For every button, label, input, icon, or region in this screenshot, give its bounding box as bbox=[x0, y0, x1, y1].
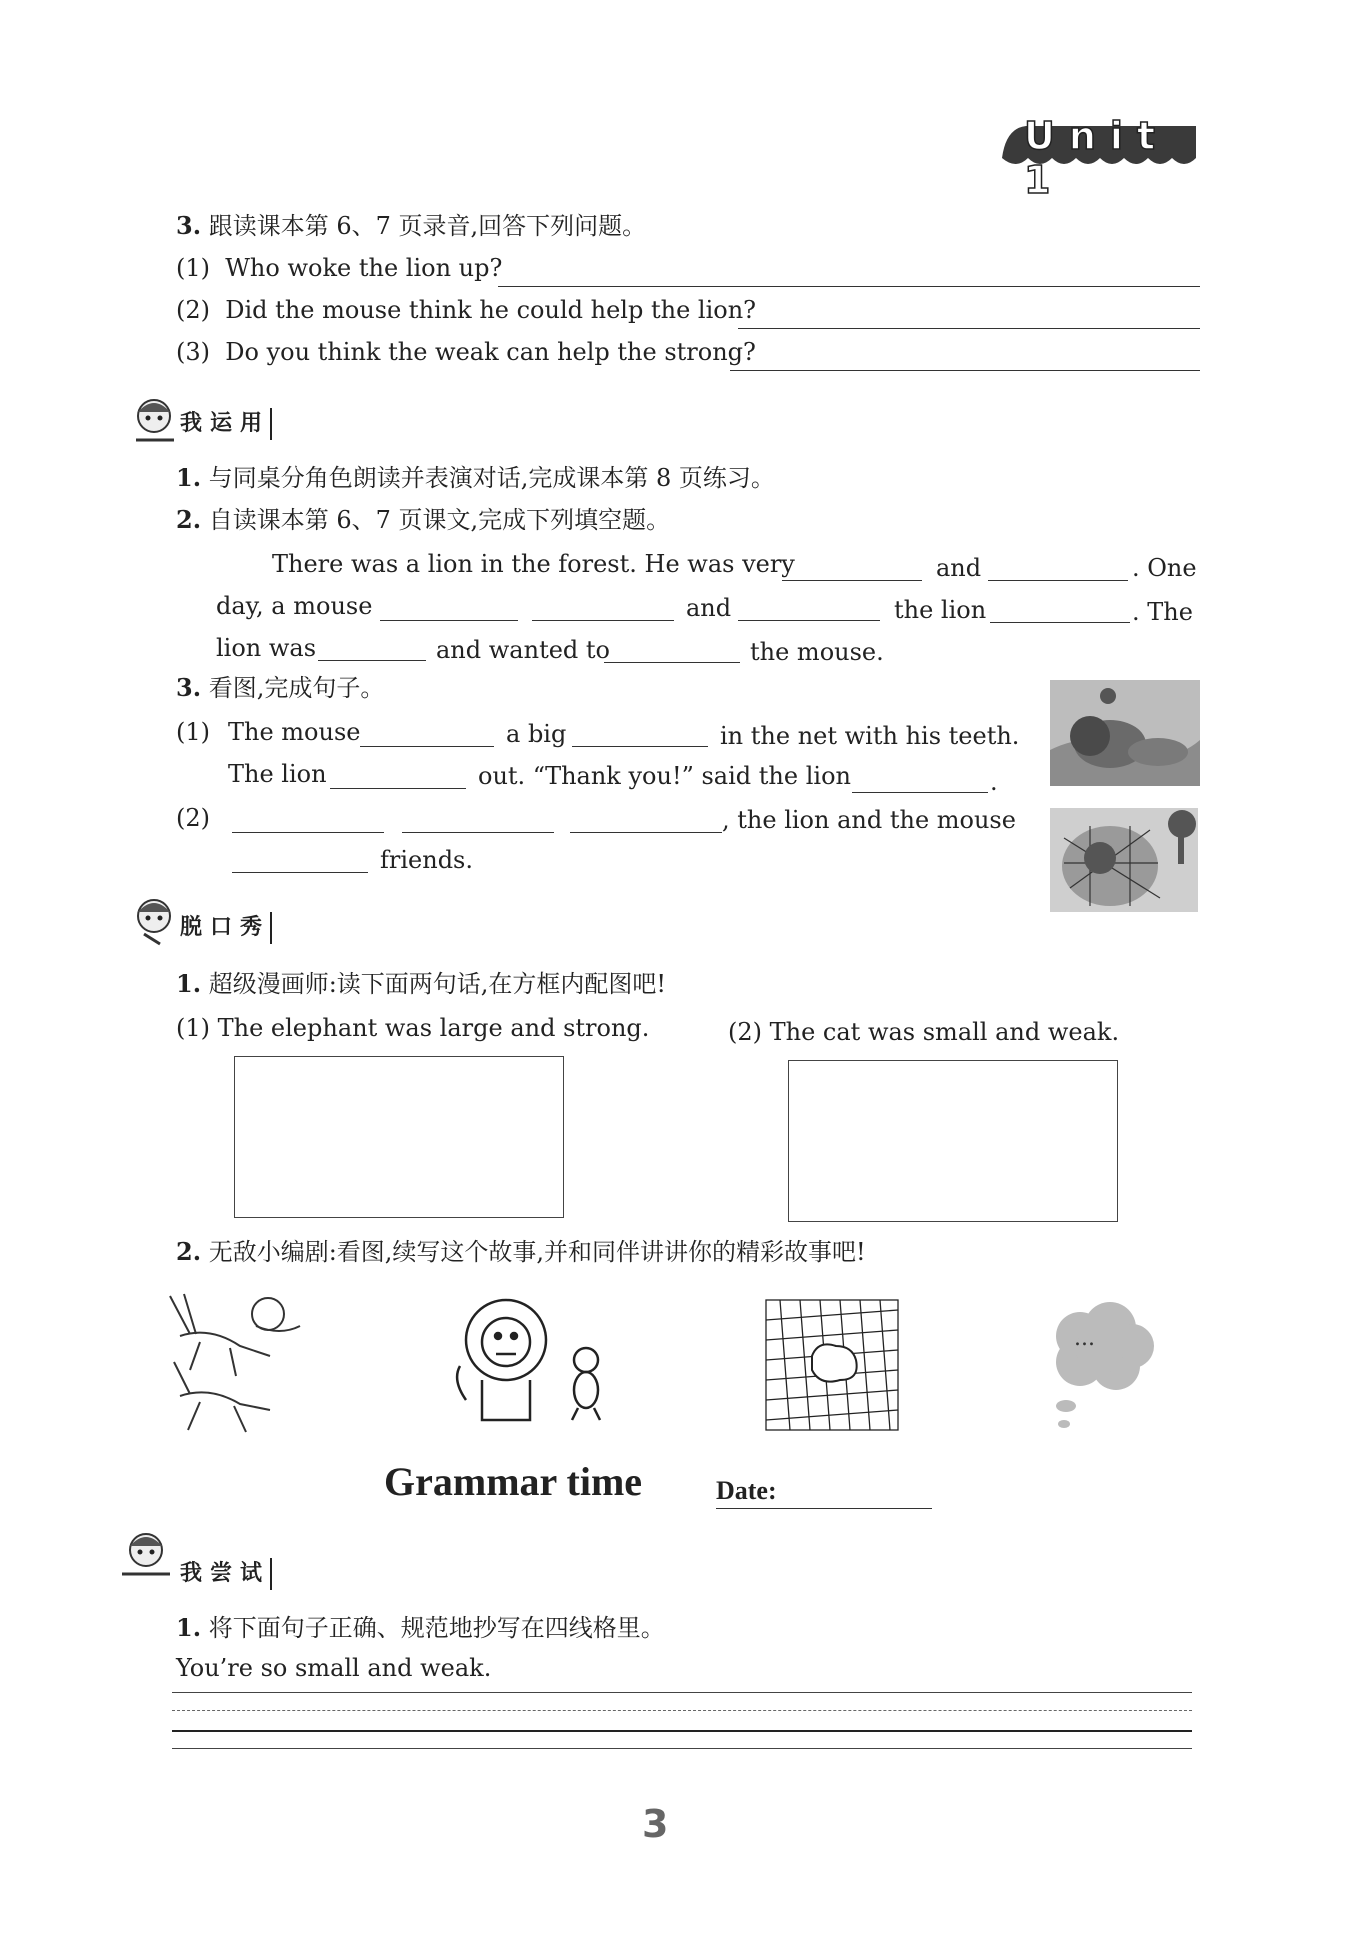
item-text: Did the mouse think he could help the lion? bbox=[225, 296, 757, 324]
passage-blank[interactable] bbox=[738, 620, 880, 621]
apply-q3 bbox=[176, 673, 385, 702]
passage-text: and bbox=[686, 594, 732, 622]
q-text: 自读课本第 6、7 页课文,完成下列填空题。 bbox=[208, 506, 671, 534]
drawing-box-elephant[interactable] bbox=[234, 1056, 564, 1218]
q-text: 超级漫画师:读下面两句话,在方框内配图吧! bbox=[208, 970, 667, 998]
talk-q2 bbox=[176, 1237, 866, 1266]
item-num: (2) bbox=[176, 296, 210, 324]
antelopes-chase-picture bbox=[160, 1286, 310, 1436]
sentence-blank[interactable] bbox=[570, 832, 722, 833]
q-number: 2. bbox=[176, 505, 202, 534]
unit-title: Unit 1 bbox=[1024, 114, 1170, 202]
passage-text: . The bbox=[1132, 598, 1193, 626]
mascot-icon bbox=[116, 1528, 176, 1592]
passage-blank[interactable] bbox=[318, 660, 426, 661]
mascot-icon bbox=[130, 894, 180, 950]
q-number: 2. bbox=[176, 1237, 202, 1266]
s1-text: in the net with his teeth. bbox=[720, 722, 1020, 750]
passage-text: day, a mouse bbox=[216, 592, 373, 620]
s1-text: out. “Thank you!” said the lion bbox=[478, 762, 851, 790]
q3-title-row bbox=[176, 211, 647, 240]
section-badge-apply: 我运用 bbox=[174, 408, 272, 440]
passage-text: and wanted to bbox=[436, 636, 610, 664]
item-text: Who woke the lion up? bbox=[225, 254, 503, 282]
lion-and-mouse-picture bbox=[446, 1290, 626, 1430]
grammar-title: Grammar time bbox=[384, 1459, 643, 1504]
drawing-box-cat[interactable] bbox=[788, 1060, 1118, 1222]
s2-num: (2) bbox=[176, 804, 210, 832]
passage-blank[interactable] bbox=[604, 662, 740, 663]
date-field[interactable] bbox=[716, 1508, 932, 1509]
q3-title: 跟读课本第 6、7 页录音,回答下列问题。 bbox=[208, 212, 647, 240]
unit-header bbox=[996, 108, 1196, 202]
apply-q2 bbox=[176, 505, 671, 534]
s1-text: a big bbox=[506, 720, 567, 748]
sentence-blank[interactable] bbox=[402, 832, 554, 833]
q-text: 看图,完成句子。 bbox=[208, 674, 385, 702]
sentence-blank[interactable] bbox=[852, 792, 988, 793]
question-item-3 bbox=[176, 340, 756, 364]
lion-in-net-picture bbox=[1050, 808, 1198, 912]
q3-number: 3. bbox=[176, 211, 202, 240]
page-number: 3 bbox=[642, 1802, 669, 1846]
answer-line-1[interactable] bbox=[498, 286, 1200, 287]
passage-text: and bbox=[936, 554, 982, 582]
sentence-blank[interactable] bbox=[572, 746, 708, 747]
passage-text: the mouse. bbox=[750, 638, 884, 666]
prompt-cat: (2) The cat was small and weak. bbox=[728, 1018, 1120, 1046]
try-q1 bbox=[176, 1613, 665, 1642]
s1-text: The lion bbox=[228, 760, 327, 788]
lion-mouse-picture-1 bbox=[1050, 680, 1200, 786]
q-text: 无敌小编剧:看图,续写这个故事,并和同伴讲讲你的精彩故事吧! bbox=[208, 1238, 866, 1266]
s1-text: . bbox=[990, 768, 998, 796]
sentence-blank[interactable] bbox=[232, 872, 368, 873]
q-number: 1. bbox=[176, 1613, 202, 1642]
question-item-2 bbox=[176, 298, 756, 322]
talk-q1 bbox=[176, 969, 667, 998]
passage-blank[interactable] bbox=[532, 620, 674, 621]
thought-cloud-picture bbox=[1040, 1296, 1160, 1436]
passage-text: . One bbox=[1132, 554, 1197, 582]
q-text: 与同桌分角色朗读并表演对话,完成课本第 8 页练习。 bbox=[208, 464, 775, 492]
q-number: 1. bbox=[176, 969, 202, 998]
sentence-blank[interactable] bbox=[232, 832, 384, 833]
sentence-blank[interactable] bbox=[330, 788, 466, 789]
copy-sentence: You’re so small and weak. bbox=[176, 1654, 492, 1682]
item-text: Do you think the weak can help the strong? bbox=[225, 338, 756, 366]
passage-blank[interactable] bbox=[380, 620, 518, 621]
passage-text: There was a lion in the forest. He was very bbox=[272, 550, 795, 578]
s2-text: , the lion and the mouse bbox=[722, 806, 1016, 834]
q-number: 3. bbox=[176, 673, 202, 702]
answer-line-2[interactable] bbox=[738, 328, 1200, 329]
sentence-blank[interactable] bbox=[360, 746, 494, 747]
answer-line-3[interactable] bbox=[730, 370, 1200, 371]
question-item-1 bbox=[176, 256, 502, 280]
date-label: Date: bbox=[716, 1476, 777, 1505]
s1-text: The mouse bbox=[228, 718, 361, 746]
passage-text: lion was bbox=[216, 634, 317, 662]
apply-q1 bbox=[176, 463, 775, 492]
q-number: 1. bbox=[176, 463, 202, 492]
section-badge-try: 我尝试 bbox=[174, 1558, 272, 1590]
q-text: 将下面句子正确、规范地抄写在四线格里。 bbox=[208, 1614, 665, 1642]
item-num: (1) bbox=[176, 254, 210, 282]
passage-blank[interactable] bbox=[988, 580, 1128, 581]
passage-blank[interactable] bbox=[782, 580, 922, 581]
prompt-elephant: (1) The elephant was large and strong. bbox=[176, 1014, 650, 1042]
s2-text: friends. bbox=[380, 846, 473, 874]
section-badge-talk: 脱口秀 bbox=[174, 912, 272, 944]
passage-blank[interactable] bbox=[990, 622, 1130, 623]
mascot-icon bbox=[130, 394, 180, 450]
net-picture bbox=[760, 1290, 904, 1436]
passage-text: the lion bbox=[894, 596, 987, 624]
item-num: (3) bbox=[176, 338, 210, 366]
s1-num: (1) bbox=[176, 718, 210, 746]
cloud-text: ... bbox=[1074, 1326, 1095, 1351]
four-line-writing-grid[interactable] bbox=[172, 1692, 1192, 1762]
